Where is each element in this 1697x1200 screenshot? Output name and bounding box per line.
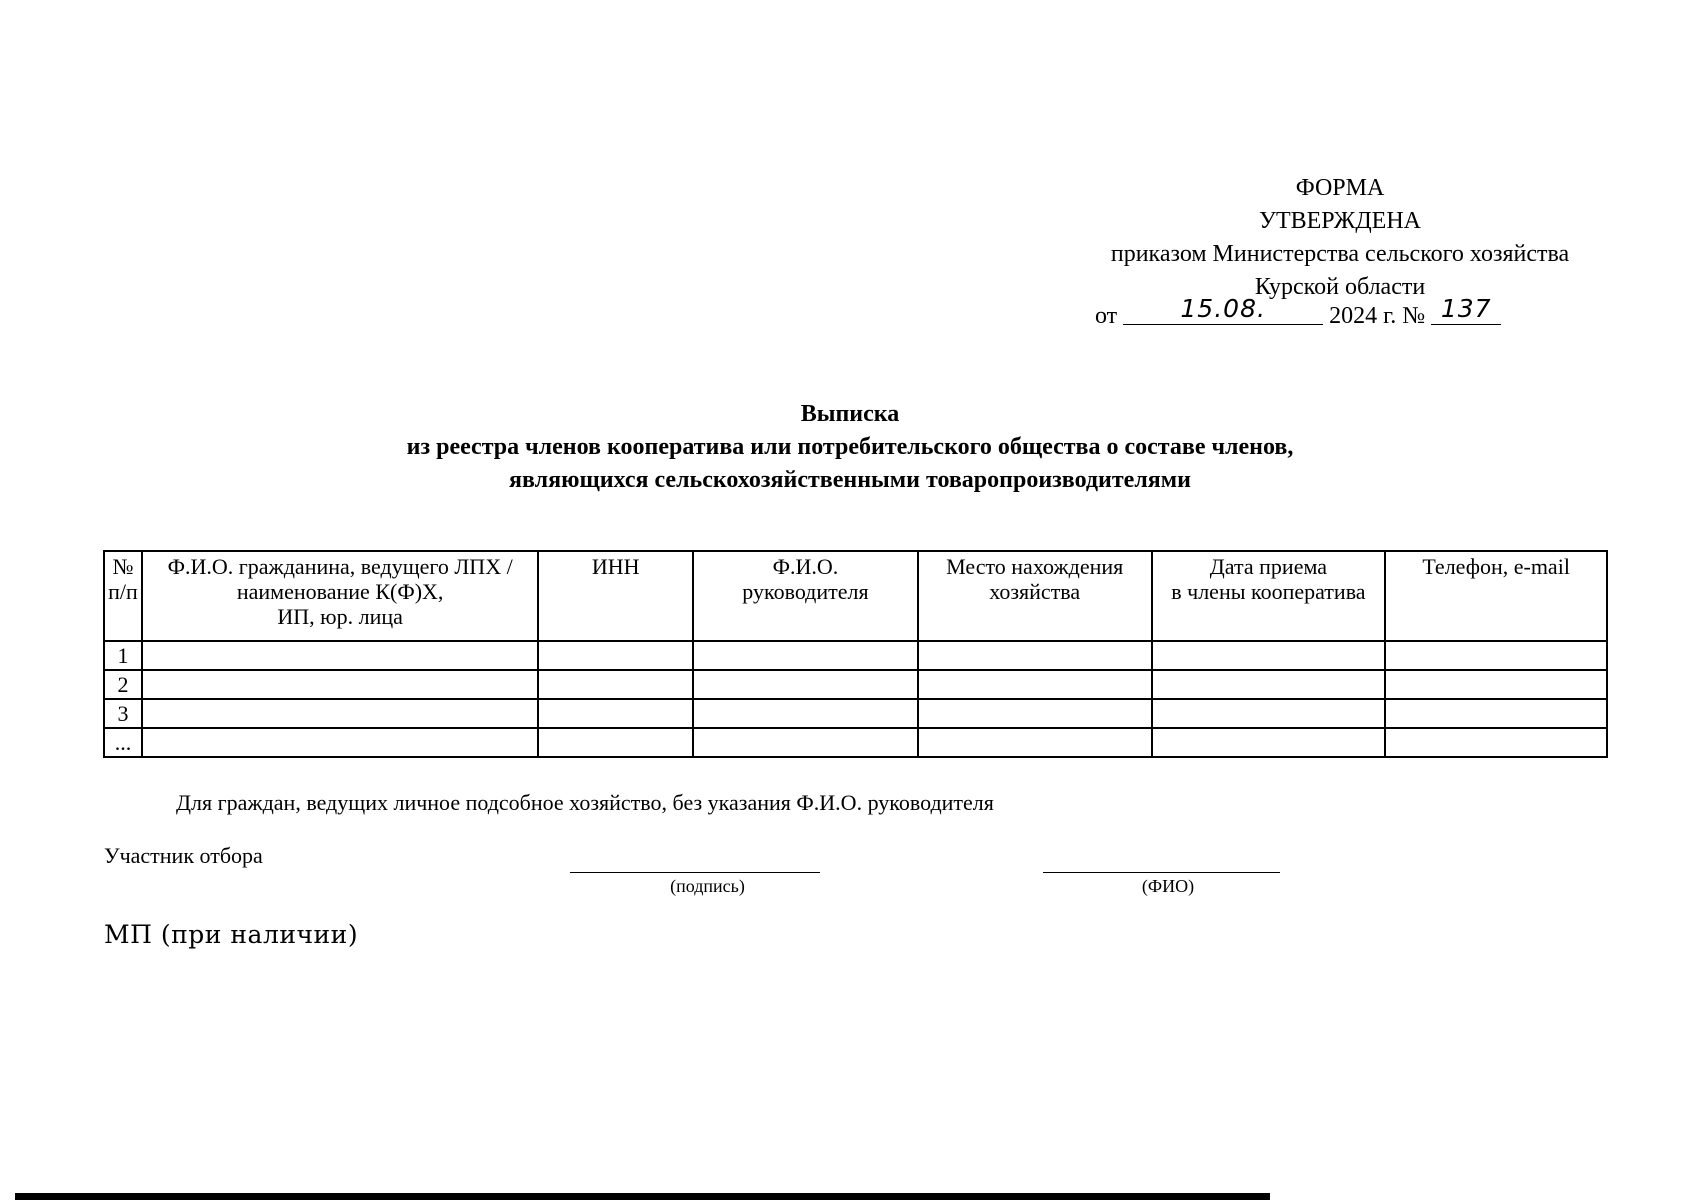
cell-name (142, 728, 538, 757)
approval-line-order: приказом Министерства сельского хозяйства (1110, 241, 1570, 267)
header-number-line-2: п/п (108, 579, 138, 604)
table-row (104, 641, 1607, 670)
scan-edge-bar (15, 1193, 1270, 1200)
cell-contact (1385, 641, 1607, 670)
registry-table (103, 550, 1608, 758)
year-number-label: 2024 г. № (1329, 303, 1426, 329)
name-caption: (ФИО) (1141, 876, 1195, 896)
header-name (142, 551, 538, 641)
header-admission-date (1152, 551, 1386, 641)
cell-location (918, 728, 1152, 757)
cell-admission-date (1152, 699, 1386, 728)
cell-location (918, 641, 1152, 670)
approval-line-approved: УТВЕРЖДЕНА (1258, 208, 1422, 234)
approval-line-region: Курской области (1254, 274, 1426, 300)
name-line (1043, 871, 1280, 873)
header-inn-line-1: ИНН (591, 554, 640, 579)
approval-date-line (1095, 294, 1501, 330)
header-name-line-3: ИП, юр. лица (277, 604, 403, 629)
title-line-3: являющихся сельскохозяйственными товаропроизводителями (509, 467, 1191, 493)
cell-contact (1385, 728, 1607, 757)
header-number-line-1: № (112, 554, 134, 579)
cell-admission-date (1152, 670, 1386, 699)
header-contact (1385, 551, 1607, 641)
participant-label: Участник отбора (104, 843, 263, 868)
row-number: 3 (104, 699, 142, 728)
header-location (918, 551, 1152, 641)
cell-inn (538, 641, 693, 670)
cell-contact (1385, 670, 1607, 699)
header-head (693, 551, 918, 641)
header-number (104, 551, 142, 641)
date-blank (1123, 294, 1323, 325)
row-number: ... (104, 728, 142, 757)
cell-inn (538, 670, 693, 699)
cell-head (693, 641, 918, 670)
table-row (104, 699, 1607, 728)
row-number: 1 (104, 641, 142, 670)
date-prefix: от (1095, 303, 1118, 329)
header-head-line-2: руководителя (742, 579, 869, 604)
title-line-1: Выписка (800, 401, 900, 427)
handwritten-number: 137 (1440, 294, 1492, 323)
handwritten-date: 15.08. (1180, 294, 1266, 323)
cell-location (918, 699, 1152, 728)
table-row (104, 728, 1607, 757)
table-header-row (104, 551, 1607, 641)
cell-head (693, 670, 918, 699)
document-title (200, 398, 1500, 497)
header-location-line-1: Место нахождения (946, 554, 1124, 579)
cell-head (693, 699, 918, 728)
header-inn (538, 551, 693, 641)
row-number: 2 (104, 670, 142, 699)
header-admission-line-1: Дата приема (1209, 554, 1327, 579)
cell-location (918, 670, 1152, 699)
title-line-2: из реестра членов кооператива или потребительского общества о составе членов, (406, 434, 1294, 460)
header-admission-line-2: в члены кооператива (1171, 579, 1366, 604)
approval-line-form: ФОРМА (1295, 175, 1385, 201)
cell-inn (538, 699, 693, 728)
header-contact-line-1: Телефон, e-mail (1422, 554, 1570, 579)
cell-contact (1385, 699, 1607, 728)
header-head-line-1: Ф.И.О. (772, 554, 839, 579)
cell-admission-date (1152, 641, 1386, 670)
cell-head (693, 728, 918, 757)
header-name-line-1: Ф.И.О. гражданина, ведущего ЛПХ / (167, 554, 513, 579)
table-row (104, 670, 1607, 699)
cell-name (142, 699, 538, 728)
cell-inn (538, 728, 693, 757)
cell-name (142, 670, 538, 699)
header-location-line-2: хозяйства (989, 579, 1081, 604)
cell-name (142, 641, 538, 670)
approval-block (1020, 172, 1660, 304)
number-blank (1431, 294, 1501, 325)
signature-caption: (подпись) (670, 876, 745, 896)
seal-label: МП (при наличии) (104, 920, 359, 949)
note-text: Для граждан, ведущих личное подсобное хозяйство, без указания Ф.И.О. руководителя (176, 790, 994, 815)
header-name-line-2: наименование К(Ф)Х, (236, 579, 444, 604)
signature-line (570, 871, 820, 873)
cell-admission-date (1152, 728, 1386, 757)
